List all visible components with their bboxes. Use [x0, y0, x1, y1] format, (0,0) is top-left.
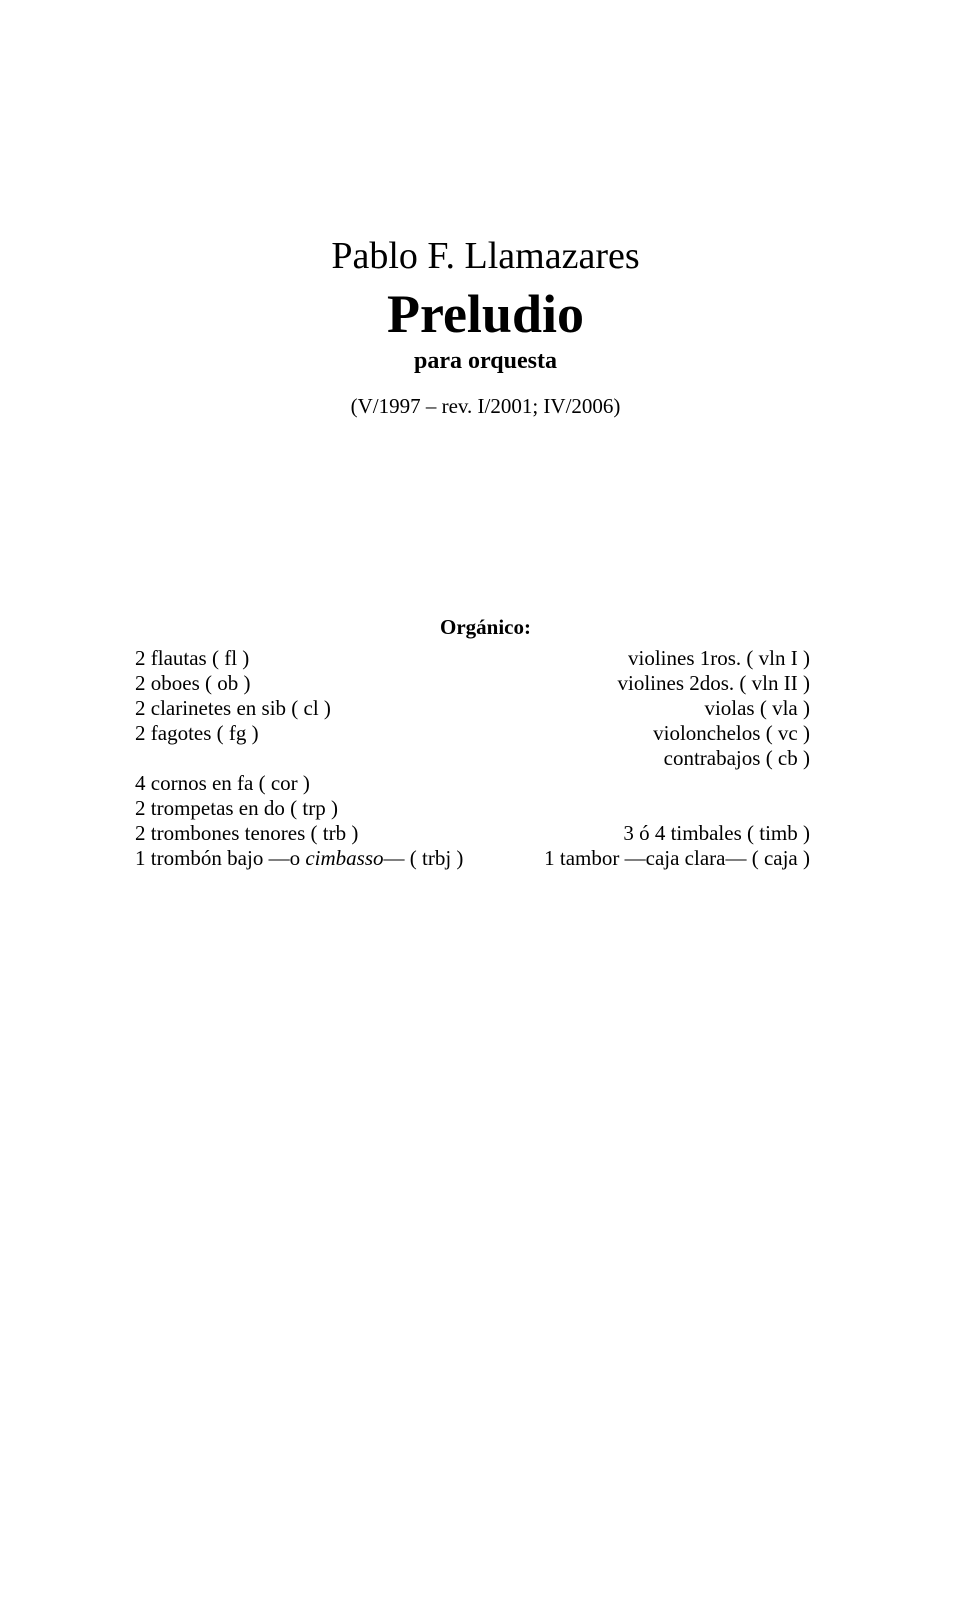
instrument-flutes: 2 flautas ( fl ) [135, 646, 250, 670]
composition-dates: (V/1997 – rev. I/2001; IV/2006) [350, 394, 621, 418]
instrument-oboes: 2 oboes ( ob ) [135, 671, 251, 695]
instrument-snare-drum: 1 tambor —caja clara— ( caja ) [544, 846, 810, 870]
instrument-cellos: violonchelos ( vc ) [653, 721, 810, 745]
work-subtitle: para orquesta [414, 348, 557, 374]
instrument-bass-trombone [135, 845, 463, 871]
work-title: Preludio [386, 284, 584, 344]
instrument-double-basses: contrabajos ( cb ) [663, 746, 810, 770]
instrument-timpani: 3 ó 4 timbales ( timb ) [623, 821, 810, 845]
composer-name: Pablo F. Llamazares [331, 235, 640, 277]
instrument-violas: violas ( vla ) [704, 696, 810, 720]
instrumentation-heading: Orgánico: [440, 615, 531, 639]
instrument-horns: 4 cornos en fa ( cor ) [135, 771, 310, 795]
instrument-violins-1: violines 1ros. ( vln I ) [628, 646, 810, 670]
instrument-tenor-trombones: 2 trombones tenores ( trb ) [135, 821, 359, 845]
bass-trombone-text: 1 trombón bajo —o [135, 846, 306, 870]
bass-trombone-abbrev: — ( trbj ) [383, 846, 464, 870]
cimbasso-italic: cimbasso [305, 846, 384, 870]
instrument-clarinets: 2 clarinetes en sib ( cl ) [135, 696, 331, 720]
instrument-bassoons: 2 fagotes ( fg ) [135, 721, 259, 745]
instrument-trumpets: 2 trompetas en do ( trp ) [135, 796, 338, 820]
instrument-violins-2: violines 2dos. ( vln II ) [617, 671, 810, 695]
